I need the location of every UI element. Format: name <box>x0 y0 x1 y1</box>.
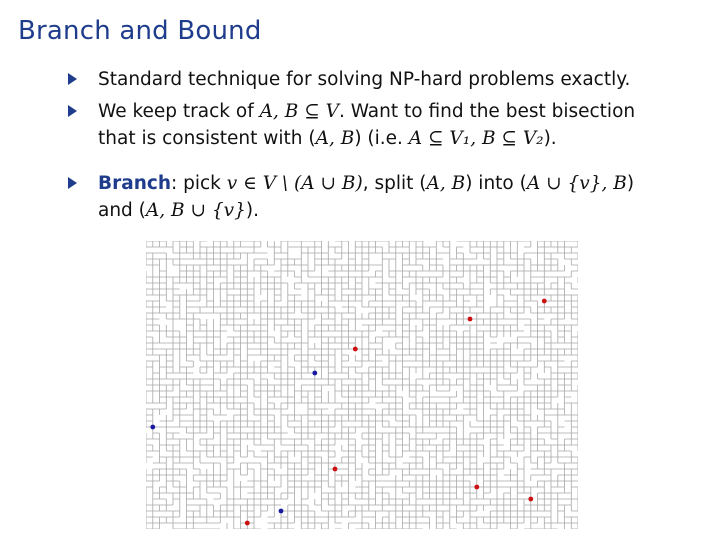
math-expression: A, B <box>426 173 466 194</box>
math-expression: A ∪ {v}, B <box>526 173 627 194</box>
red-vertex <box>528 497 533 502</box>
bullet-item <box>64 66 704 93</box>
bullet-text: and ( <box>98 200 146 221</box>
blue-vertex <box>150 425 155 430</box>
bullet-line <box>98 170 704 197</box>
bullet-line <box>98 98 704 125</box>
math-expression: A, B ∪ {v} <box>145 200 246 221</box>
triangle-bullet-icon <box>68 177 77 189</box>
bullet-line <box>98 125 704 152</box>
bullet-item <box>64 170 704 224</box>
bullet-text: , split ( <box>362 173 427 194</box>
bullet-text: ). <box>543 128 557 149</box>
grid-edges <box>146 241 578 529</box>
red-vertex <box>245 521 250 526</box>
math-expression: A, B <box>315 128 355 149</box>
bullet-text: ) <box>626 173 635 194</box>
red-vertex <box>468 317 473 322</box>
bullet-line <box>98 197 704 224</box>
bullet-text: ). <box>245 200 259 221</box>
bullet-text: ) into ( <box>465 173 527 194</box>
triangle-bullet-icon <box>68 73 77 85</box>
blue-vertex <box>279 509 284 514</box>
triangle-bullet-icon <box>68 105 77 117</box>
grid-edge-path <box>146 241 578 529</box>
bullet-text: Standard technique for solving NP-hard problems exactly. <box>98 69 631 90</box>
bullet-text: ) (i.e. <box>354 128 409 149</box>
bullet-text: that is consistent with ( <box>98 128 316 149</box>
grid-graph-figure <box>146 241 578 529</box>
bullet-item <box>64 98 704 152</box>
math-expression: A ⊆ V₁, B ⊆ V₂ <box>408 128 544 149</box>
red-vertex <box>333 467 338 472</box>
math-expression: A, B ⊆ V <box>259 101 339 122</box>
bullet-text: . Want to find the best bisection <box>338 101 636 122</box>
blue-vertex <box>312 371 317 376</box>
bullet-text: We keep track of <box>98 101 260 122</box>
bullet-keyword: Branch <box>98 173 172 194</box>
slide-title: Branch and Bound <box>18 16 262 46</box>
red-vertex <box>353 347 358 352</box>
bullet-list <box>64 66 704 224</box>
math-expression: v ∈ V \ (A ∪ B) <box>226 173 363 194</box>
red-vertex <box>542 299 547 304</box>
red-vertex <box>474 485 479 490</box>
bullet-text: : pick <box>171 173 227 194</box>
